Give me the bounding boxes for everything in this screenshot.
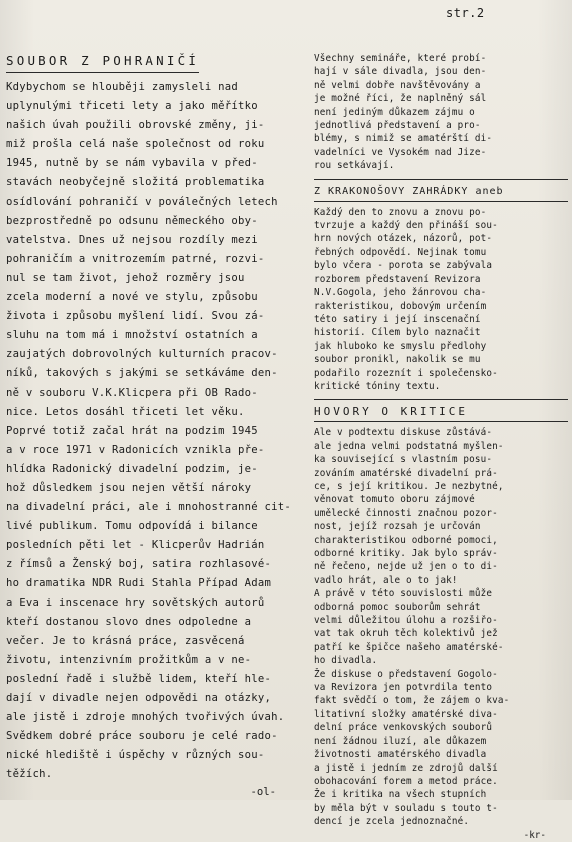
- text-line: řebných odpovědí. Nejinak tomu: [314, 246, 487, 258]
- text-line: ale jedna velmi podstatná myšlen-: [314, 440, 504, 452]
- text-line: a v roce 1971 v Radonicích vznikla pře-: [6, 443, 265, 456]
- text-line: není žádnou iluzí, ale důkazem: [314, 735, 487, 747]
- text-line: poslední řadě i službě lidem, kteří hle-: [6, 672, 272, 685]
- text-line: delní práce venkovských souborů: [314, 722, 493, 734]
- section-krakonos: [314, 184, 568, 394]
- text-line: pohraničím a vnitrozemím patrné, rozvi-: [6, 252, 265, 265]
- text-line: kritické tóniny textu.: [314, 380, 441, 392]
- text-line: jak hluboko ke smyslu předlohy: [314, 340, 487, 352]
- text-line: Svědkem dobré práce souboru je celé rado-: [6, 730, 278, 743]
- text-line: této satiry i její inscenační: [314, 313, 481, 325]
- section-title: Z KRAKONOŠOVY ZAHRÁDKY aneb: [314, 185, 504, 197]
- section-signature: -kr-: [523, 829, 546, 841]
- section-title: HOVORY O KRITICE: [314, 405, 468, 419]
- text-line: fakt svědčí o tom, že zájem o kva-: [314, 695, 510, 707]
- text-line: obohacování forem a metod práce.: [314, 775, 498, 787]
- text-line: hlídka Radonický divadelní podzim, je-: [6, 462, 258, 475]
- text-line: těžích.: [6, 768, 53, 781]
- text-line: ně velmi dobře navštěvovány a: [314, 79, 481, 91]
- text-line: ně řečeno, nejde už jen o to di-: [314, 561, 498, 573]
- text-line: nost, jejíž rozsah je určován: [314, 521, 481, 533]
- text-line: kteří dostanou slovo dnes odpoledne a: [6, 615, 252, 628]
- text-line: hož důsledkem jsou nejen větší nároky: [6, 481, 252, 494]
- text-line: ce, s její kritikou. Je nezbytné,: [314, 480, 504, 492]
- text-line: tvrzuje a každý den přináší sou-: [314, 220, 498, 232]
- text-line: Poprvé totiž začal hrát na podzim 1945: [6, 424, 258, 437]
- text-line: Kdybychom se hlouběji zamysleli nad: [6, 81, 238, 93]
- section-body: [314, 206, 568, 394]
- text-line: litativní složky amatérské diva-: [314, 708, 498, 720]
- intro-text: [314, 52, 568, 173]
- text-line: miž prošla celá naše společnost od roku: [6, 138, 265, 151]
- text-line: velmi důležitou úlohu a rozšiřo-: [314, 615, 498, 627]
- text-line: nul se tam život, jehož rozměry jsou: [6, 271, 245, 284]
- text-line: ně v souboru V.K.Klicpera při OB Rado-: [6, 386, 258, 399]
- text-line: životnosti amatérského divadla: [314, 749, 487, 761]
- article-heading: SOUBOR Z POHRANIČÍ: [6, 52, 199, 73]
- text-line: podařilo rozeznít i společensko-: [314, 367, 498, 379]
- text-line: ale jistě i zdroje mnohých tvořivých úvah.: [6, 711, 285, 724]
- text-line: nice. Letos dosáhl třiceti let věku.: [6, 405, 245, 418]
- right-column: [314, 52, 568, 842]
- text-line: Všechny semináře, které probí-: [314, 53, 487, 64]
- text-line: soubor pronikl, nakolik se mu: [314, 354, 481, 366]
- text-line: Že i kritika na všech stupních: [314, 789, 487, 801]
- text-line: ho divadla.: [314, 655, 378, 667]
- text-line: historií. Cílem bylo naznačit: [314, 327, 481, 339]
- divider: [314, 179, 568, 180]
- section-body: [314, 426, 568, 828]
- article-body: [6, 78, 306, 784]
- text-line: umělecké činnosti značnou pozor-: [314, 507, 498, 519]
- text-line: a jistě i jedním ze zdrojů další: [314, 762, 498, 774]
- text-line: životu, intenzivním prožitkům a v ne-: [6, 653, 252, 666]
- text-line: hají v sále divadla, jsou den-: [314, 66, 487, 78]
- divider: [314, 421, 568, 422]
- article-signature: -ol-: [250, 786, 276, 799]
- text-line: níků, takových s jakými se setkáváme den-: [6, 367, 278, 380]
- text-line: uplynulými třiceti lety a jako měřítko: [6, 100, 258, 113]
- text-line: odborná pomoc souborům sehrát: [314, 601, 481, 613]
- text-line: 1945, nutně by se nám vybavila v před-: [6, 157, 258, 170]
- text-line: by měla být v souladu s touto t-: [314, 802, 498, 814]
- text-line: večer. Je to krásná práce, zasvěcená: [6, 634, 245, 647]
- text-line: odborné kritiky. Jak bylo správ-: [314, 548, 498, 559]
- text-line: rozborem představení Revizora: [314, 273, 481, 285]
- text-line: z římsů a Ženský boj, satira rozhlasové-: [6, 558, 272, 571]
- text-line: a Eva i inscenace hry sovětských autorů: [6, 596, 265, 609]
- page-number: str.2: [446, 6, 485, 20]
- text-line: ka související s vlastním posu-: [314, 454, 493, 466]
- text-line: vatelstva. Dnes už nejsou rozdíly mezi: [6, 233, 258, 246]
- text-line: zováním amatérské divadelní prá-: [314, 467, 498, 479]
- text-line: je možné říci, že naplněný sál: [314, 93, 487, 105]
- text-line: našich úvah použili obrovské změny, ji-: [6, 119, 265, 132]
- text-line: Že diskuse o představení Gogolo-: [314, 668, 498, 680]
- text-line: jednotlivá představení a pro-: [314, 120, 481, 132]
- text-line: vadelníci ve Vysokém nad Jize-: [314, 146, 487, 158]
- text-line: zcela moderní a nové ve stylu, způsobu: [6, 291, 258, 304]
- text-line: nické hlediště i úspěchy v různých sou-: [6, 749, 265, 762]
- text-line: Ale v podtextu diskuse zůstává-: [314, 427, 493, 439]
- text-line: dají v divadle nejen odpovědi na otázky,: [6, 692, 272, 704]
- text-line: zaujatých dobrovolných kulturních pracov-: [6, 348, 278, 361]
- text-line: livé publikum. Tomu odpovídá i bilance: [6, 520, 258, 533]
- text-line: rou setkávají.: [314, 160, 395, 172]
- text-line: charakteristikou odborné pomoci,: [314, 534, 498, 546]
- divider: [314, 399, 568, 400]
- section-hovory: [314, 404, 568, 841]
- text-line: vadlo hrát, ale o to jak!: [314, 574, 458, 586]
- text-line: posledních pěti let - Klicperův Hadrián: [6, 539, 265, 552]
- divider: [314, 201, 568, 202]
- text-line: hrn nových otázek, názorů, pot-: [314, 233, 493, 245]
- text-line: vat tak okruh těch kolektivů jež: [314, 628, 498, 640]
- text-line: života i způsobu myšlení lidí. Svou zá-: [6, 310, 265, 323]
- text-line: osídlování pohraničí v poválečných letech: [6, 195, 278, 208]
- text-line: Každý den to znovu a znovu po-: [314, 206, 487, 218]
- text-line: bylo včera - porota se zabývala: [314, 260, 493, 272]
- text-line: stavách neobyčejně složitá problematika: [6, 176, 265, 189]
- text-line: blémy, s nimiž se amatérští di-: [314, 133, 493, 145]
- text-line: sluhu na tom má i množství ostatních a: [6, 329, 258, 342]
- text-line: na divadelní práci, ale i mnohostranné cit-: [6, 501, 292, 514]
- text-line: va Revizora jen potvrdila tento: [314, 682, 493, 694]
- text-line: bezprostředně po odsunu německého oby-: [6, 214, 258, 227]
- text-line: rakteristikou, dobovým určením: [314, 300, 487, 312]
- text-line: ho dramatika NDR Rudi Stahla Případ Adam: [6, 577, 272, 590]
- text-line: patří ke špičce našeho amatérské-: [314, 641, 504, 653]
- text-line: věnovat tomuto oboru zájmové: [314, 494, 475, 506]
- text-line: dencí je zcela jednoznačné.: [314, 816, 470, 828]
- text-line: není jediným důkazem zájmu o: [314, 106, 475, 118]
- text-line: N.V.Gogola, jeho žánrovou cha-: [314, 287, 487, 299]
- text-line: A právě v této souvislosti může: [314, 588, 493, 600]
- left-article: [6, 50, 306, 800]
